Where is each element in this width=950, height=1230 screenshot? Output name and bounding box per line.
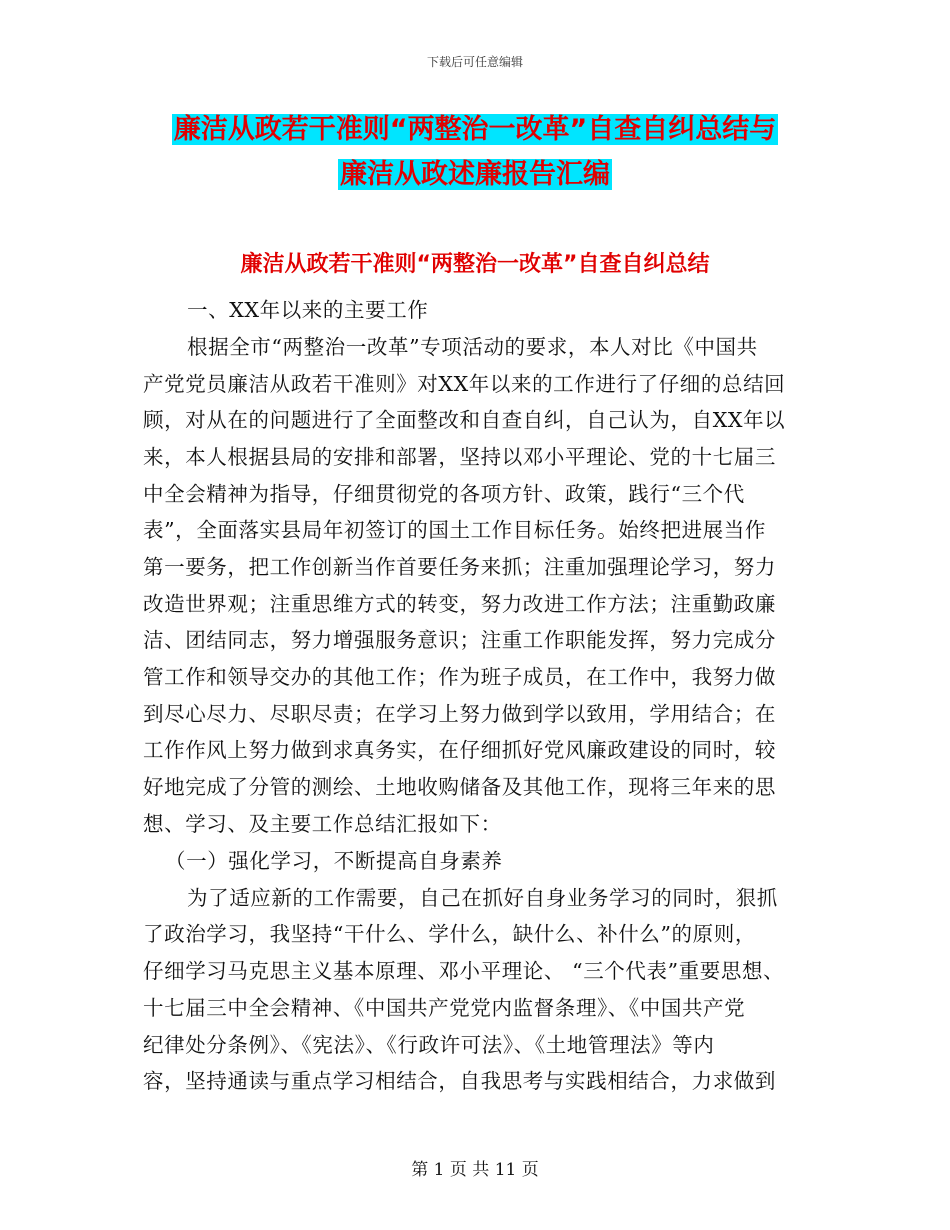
paragraph-line: 容，坚持通读与重点学习相结合，自我思考与实践相结合，力求做到 <box>143 1069 776 1093</box>
header-note: 下载后可任意编辑 <box>426 55 523 69</box>
paragraph-line: 仔细学习马克思主义基本原理、邓小平理论、 “三个代表”重要思想、 <box>143 959 785 983</box>
paragraph-line: 好地完成了分管的测绘、土地收购储备及其他工作，现将三年来的思 <box>143 775 776 799</box>
paragraph-line: 来，本人根据县局的安排和部署，坚持以邓小平理论、党的十七届三 <box>143 445 776 469</box>
paragraph-line: 产党党员廉洁从政若干准则》对XX年以来的工作进行了仔细的总结回 <box>143 372 786 396</box>
paragraph-line: 工作作风上努力做到求真务实，在仔细抓好党风廉政建设的同时，较 <box>143 738 776 762</box>
paragraph-line: 顾，对从在的问题进行了全面整改和自查自纠，自己认为，自XX年以 <box>143 408 786 432</box>
paragraph-line: 表”，全面落实县局年初签订的国土工作目标任务。始终把进展当作 <box>143 518 766 542</box>
document-title-line-1 <box>0 110 950 150</box>
paragraph-line: 为了适应新的工作需要，自己在抓好自身业务学习的同时，狠抓 <box>187 886 778 910</box>
subheading-study: （一）强化学习，不断提高自身素养 <box>165 849 503 873</box>
paragraph-line: 第一要务，把工作创新当作首要任务来抓；注重加强理论学习，努力 <box>143 555 776 579</box>
paragraph-line: 中全会精神为指导，仔细贯彻党的各项方针、政策，践行“三个代 <box>143 482 745 506</box>
document-title-line-2 <box>0 155 950 195</box>
paragraph-line: 改造世界观；注重思维方式的转变，努力改进工作方法；注重勤政廉 <box>143 592 776 616</box>
paragraph-line: 十七届三中全会精神、《中国共产党党内监督条理》、《中国共产党 <box>143 996 746 1020</box>
paragraph-line: 纪律处分条例》、《宪法》、《行政许可法》、《土地管理法》等内 <box>143 1033 715 1057</box>
paragraph-line: 了政治学习，我坚持“干什么、学什么，缺什么、补什么”的原则， <box>143 922 756 946</box>
page-number-footer: 第 1 页 共 11 页 <box>411 1160 539 1180</box>
paragraph-line: 洁、团结同志，努力增强服务意识；注重工作职能发挥，努力完成分 <box>143 628 776 652</box>
heading-main-work: 一、XX年以来的主要工作 <box>187 298 429 322</box>
title-highlight-1: 廉洁从政若干准则“两整治一改革”自查自纠总结与 <box>173 114 777 145</box>
paragraph-line: 想、学习、及主要工作总结汇报如下： <box>143 812 502 836</box>
paragraph-line: 管工作和领导交办的其他工作；作为班子成员，在工作中，我努力做 <box>143 665 776 689</box>
paragraph-line: 根据全市“两整治一改革”专项活动的要求，本人对比《中国共 <box>187 335 758 359</box>
paragraph-line: 到尽心尽力、尽职尽责；在学习上努力做到学以致用，学用结合；在 <box>143 702 776 726</box>
title-highlight-2: 廉洁从政述廉报告汇编 <box>340 159 610 190</box>
section-title: 廉洁从政若干准则“两整治一改革”自查自纠总结 <box>240 252 710 277</box>
